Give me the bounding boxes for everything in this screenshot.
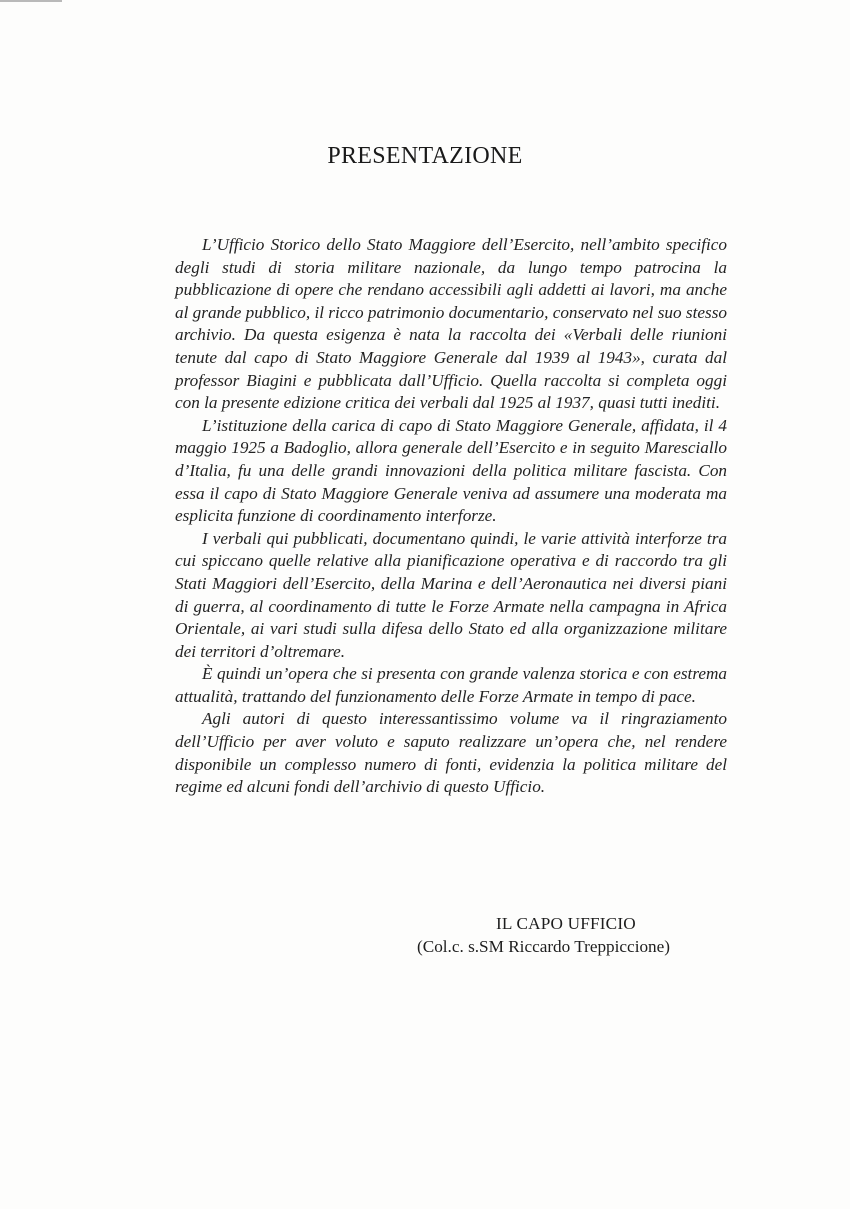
paragraph-1: L’Ufficio Storico dello Stato Maggiore dell’Esercito, nell’ambito specifico degli studi di storia militare nazionale, da lungo tempo patrocina la pubblicazione di opere che rendano accessibili agli addetti ai lavori, ma anche al grande pubblico, il ricco patrimonio documentario, conservato nel suo stesso archivio. Da questa esigenza è nata la raccolta dei «Verbali delle riunioni tenute dal capo di Stato Maggiore Generale dal 1939 al 1943», curata dal professor Biagini e pubblicata dall’Ufficio. Quella raccolta si completa oggi con la presente edizione critica dei verbali dal 1925 al 1937, quasi tutti inediti. (175, 235, 727, 413)
paragraph-4: È quindi un’opera che si presenta con grande valenza storica e con estrema attualità, trattando del funzionamento delle Forze Armate in tempo di pace. (175, 664, 727, 706)
signature-role: IL CAPO UFFICIO (496, 914, 636, 933)
page-title: PRESENTAZIONE (327, 143, 523, 169)
signature-block (417, 912, 737, 958)
paragraph-2: L’istituzione della carica di capo di Stato Maggiore Generale, affidata, il 4 maggio 1925 a Badoglio, allora generale dell’Esercito e in seguito Maresciallo d’Italia, fu una delle grandi innovazioni della politica militare fascista. Con essa il capo di Stato Maggiore Generale veniva ad assumere una moderata ma esplicita funzione di coordinamento interforze. (175, 415, 727, 526)
presentation-body (175, 234, 727, 799)
signature-name: (Col.c. s.SM Riccardo Treppiccione) (417, 937, 671, 956)
scan-edge-mark (0, 0, 62, 2)
paragraph-5: Agli autori di questo interessantissimo volume va il ringraziamento dell’Ufficio per aver voluto e saputo realizzare un’opera che, nel rendere disponibile un complesso numero di fonti, evidenzia la politica militare del regime ed alcuni fondi dell’archivio di questo Ufficio. (175, 709, 727, 797)
paragraph-3: I verbali qui pubblicati, documentano quindi, le varie attività interforze tra cui spiccano quelle relative alla pianificazione operativa e di raccordo tra gli Stati Maggiori dell’Esercito, della Marina e dell’Aeronautica nei diversi piani di guerra, al coordinamento di tutte le Forze Armate nella campagna in Africa Orientale, ai vari studi sulla difesa dello Stato ed alla organizzazione militare dei territori d’oltremare. (175, 528, 727, 661)
